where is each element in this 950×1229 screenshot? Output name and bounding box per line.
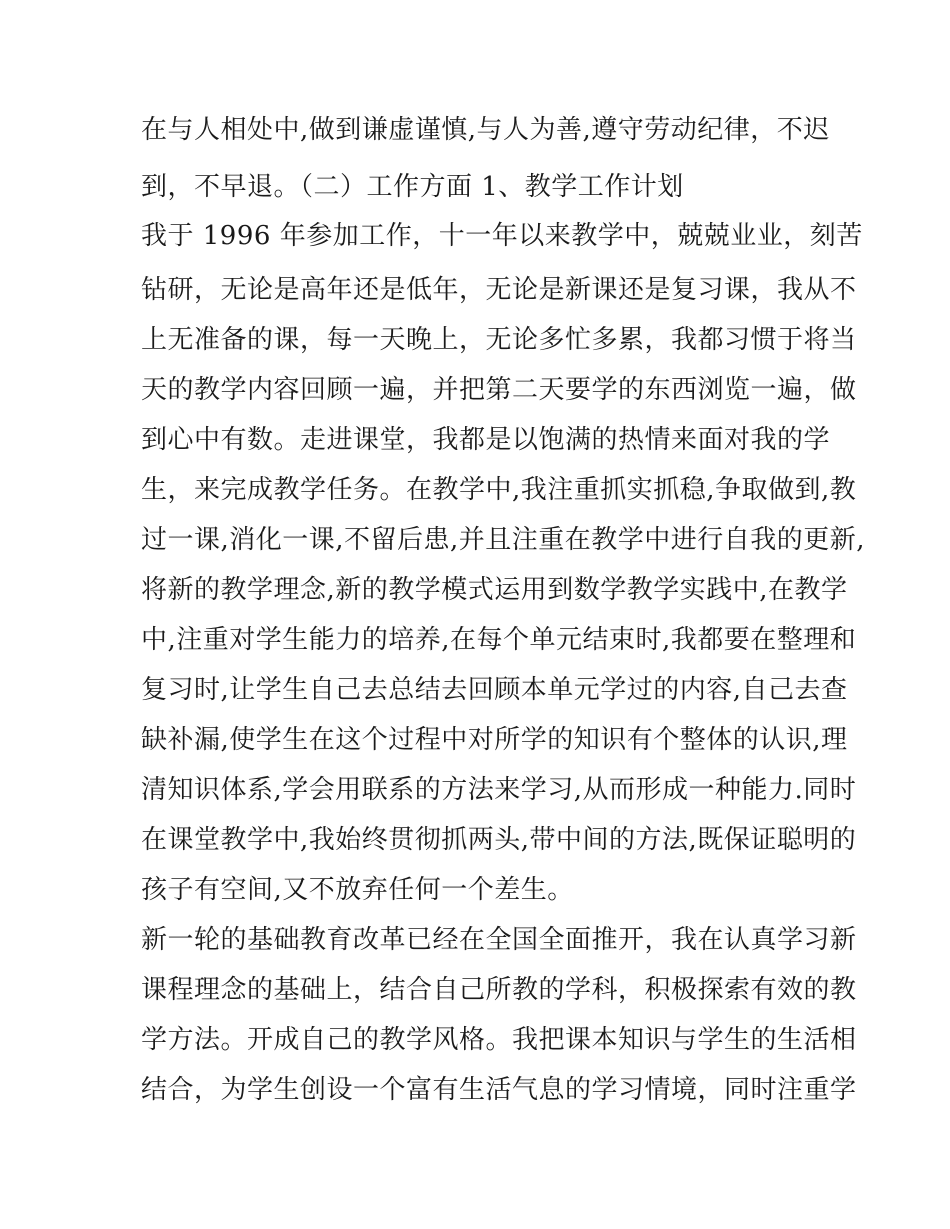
text-line: 生，来完成教学任务。在教学中,我注重抓实抓稳,争取做到,教 (141, 475, 857, 505)
text-line: 将新的教学理念,新的教学模式运用到数学教学实践中,在教学 (141, 575, 848, 605)
text-line: 天的教学内容回顾一遍，并把第二天要学的东西浏览一遍，做 (141, 375, 857, 405)
text-line: 上无准备的课，每一天晚上，无论多忙多累，我都习惯于将当 (141, 325, 857, 355)
body-text (141, 108, 866, 1112)
text-line: 孩子有空间,又不放弃任何一个差生。 (141, 875, 574, 905)
text-line: 结合，为学生创设一个富有生活气息的学习情境，同时注重学 (141, 1075, 857, 1105)
text-line: 清知识体系,学会用联系的方法来学习,从而形成一种能力.同时 (141, 775, 857, 805)
text-line: 学方法。开成自己的教学风格。我把课本知识与学生的生活相 (141, 1025, 857, 1055)
text-line: 钻研，无论是高年还是低年，无论是新课还是复习课，我从不 (141, 275, 857, 305)
text-line: 我于 1996 年参加工作，十一年以来教学中，兢兢业业，刻苦 (141, 221, 863, 251)
text-line: 到，不早退。（二）工作方面 1、教学工作计划 (141, 172, 684, 202)
text-line: 缺补漏,使学生在这个过程中对所学的知识有个整体的认识,理 (141, 725, 848, 755)
text-line: 中,注重对学生能力的培养,在每个单元结束时,我都要在整理和 (141, 625, 857, 655)
text-line: 过一课,消化一课,不留后患,并且注重在教学中进行自我的更新, (141, 525, 866, 555)
text-line: 到心中有数。走进课堂，我都是以饱满的热情来面对我的学 (141, 425, 831, 455)
text-line: 课程理念的基础上，结合自己所教的学科，积极探索有效的教 (141, 975, 857, 1005)
text-line: 复习时,让学生自己去总结去回顾本单元学过的内容,自己去查 (141, 675, 848, 705)
text-line: 在课堂教学中,我始终贯彻抓两头,带中间的方法,既保证聪明的 (141, 825, 857, 855)
text-line: 在与人相处中,做到谦虚谨慎,与人为善,遵守劳动纪律，不迟 (141, 115, 830, 145)
text-line: 新一轮的基础教育改革已经在全国全面推开，我在认真学习新 (141, 925, 857, 955)
